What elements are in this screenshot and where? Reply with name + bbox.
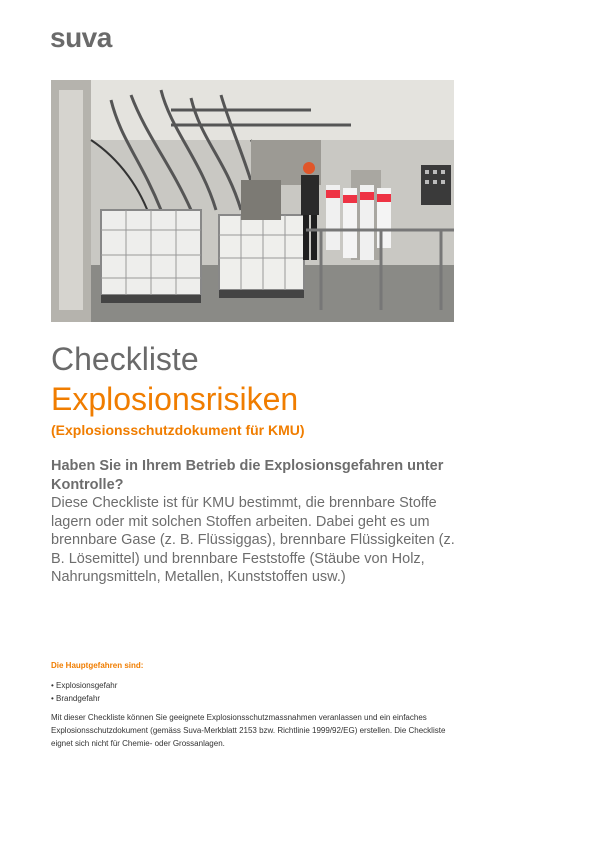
hazard-item: • Brandgefahr [51, 692, 117, 705]
industrial-plant-image [51, 80, 454, 322]
lead-question: Haben Sie in Ihrem Betrieb die Explosionsgefahren unter Kontrolle? [51, 458, 444, 493]
suva-logo: suva [50, 22, 112, 53]
title-subtitle: (Explosionsschutzdokument für KMU) [51, 422, 305, 438]
hazards-heading: Die Hauptgefahren sind: [51, 661, 144, 670]
body-text: Mit dieser Checkliste können Sie geeignete Explosionsschutzmassnahmen veranlassen und ein einfaches Explosionsschutzdokument (gemäss Suva-Merkblatt 2153 bzw. Richtlinie 1999/92/EG) erstellen. Die Checkliste eignet sich nicht für Chemie- oder Grossanlagen. [51, 713, 446, 748]
title-explosionsrisiken: Explosionsrisiken [51, 381, 299, 417]
lead-text: Diese Checkliste ist für KMU bestimmt, die brennbare Stoffe lagern oder mit solchen Stoffen arbeiten. Dabei geht es um brennbare Gase (z. B. Flüssiggas), brennbare Flüssigkeiten (z. B. Lösemittel) und brennbare Feststoffe (Stäube von Holz, Nahrungsmitteln, Metallen, Kunststoffen usw.) [51, 495, 455, 585]
header-photo [51, 80, 454, 322]
title-checkliste: Checkliste [51, 341, 199, 377]
hazards-list [51, 679, 117, 705]
hazard-item: • Explosionsgefahr [51, 679, 117, 692]
lead-paragraph [51, 457, 471, 587]
